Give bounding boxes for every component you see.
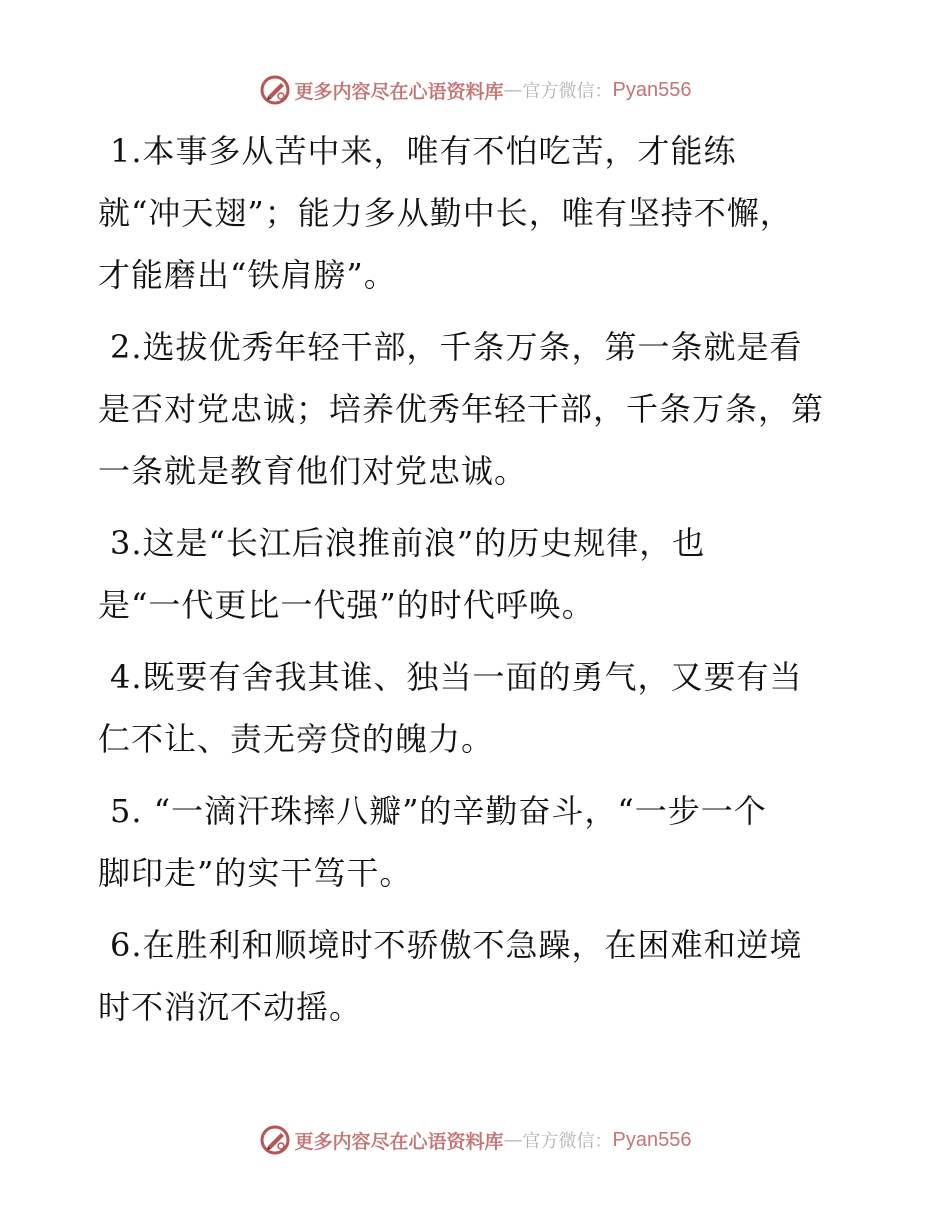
quote-number: 4. — [110, 658, 143, 696]
footer-banner — [0, 1120, 950, 1160]
quote-line: “一滴汗珠摔八瓣”的辛勤奋斗，“一步一个 — [153, 792, 767, 830]
footer-banner-dash: — — [503, 1129, 523, 1151]
quote-number: 6. — [110, 926, 143, 964]
header-banner-dash: — — [503, 79, 523, 101]
quote-line: 时不消沉不动摇。 — [98, 988, 363, 1026]
header-banner-label: 官方微信： — [522, 81, 613, 102]
quote-line: 是“一代更比一代强”的时代呼唤。 — [98, 586, 595, 624]
quote-line: 既要有舍我其谁、独当一面的勇气，又要有当 — [142, 658, 803, 696]
quote-line: 才能磨出“铁肩膀”。 — [98, 256, 397, 294]
quote-item-1 — [98, 120, 858, 306]
quote-item-3 — [98, 512, 858, 636]
brand-logo-icon — [259, 1124, 291, 1156]
header-banner — [0, 70, 950, 110]
quote-line: 脚印走”的实干笃干。 — [98, 854, 413, 892]
quote-line: 这是“长江后浪推前浪”的历史规律，也 — [142, 524, 706, 562]
footer-banner-id: Pyan556 — [612, 1128, 692, 1151]
quote-list — [98, 120, 858, 1048]
quote-number: 5. — [110, 792, 143, 830]
quote-number: 1. — [110, 132, 143, 170]
quote-line: 在胜利和顺境时不骄傲不急躁，在困难和逆境 — [142, 926, 803, 964]
quote-number: 2. — [110, 328, 143, 366]
header-banner-text: 更多内容尽在心语资料库 — [294, 80, 504, 103]
footer-banner-label: 官方微信： — [522, 1131, 613, 1152]
brand-logo-icon — [259, 74, 291, 106]
quote-item-5 — [98, 780, 858, 904]
quote-item-2 — [98, 316, 858, 502]
quote-number: 3. — [110, 524, 143, 562]
header-banner-id: Pyan556 — [612, 78, 692, 101]
quote-line: 是否对党忠诚；培养优秀年轻干部，千条万条，第 — [98, 390, 825, 428]
footer-banner-text: 更多内容尽在心语资料库 — [294, 1130, 504, 1153]
quote-item-4 — [98, 646, 858, 770]
quote-line: 一条就是教育他们对党忠诚。 — [98, 452, 528, 490]
quote-line: 本事多从苦中来，唯有不怕吃苦，才能练 — [142, 132, 737, 170]
quote-item-6 — [98, 914, 858, 1038]
quote-line: 选拔优秀年轻干部，千条万条，第一条就是看 — [142, 328, 803, 366]
quote-line: 仁不让、责无旁贷的魄力。 — [98, 720, 495, 758]
quote-line: 就“冲天翅”；能力多从勤中长，唯有坚持不懈， — [98, 194, 793, 232]
